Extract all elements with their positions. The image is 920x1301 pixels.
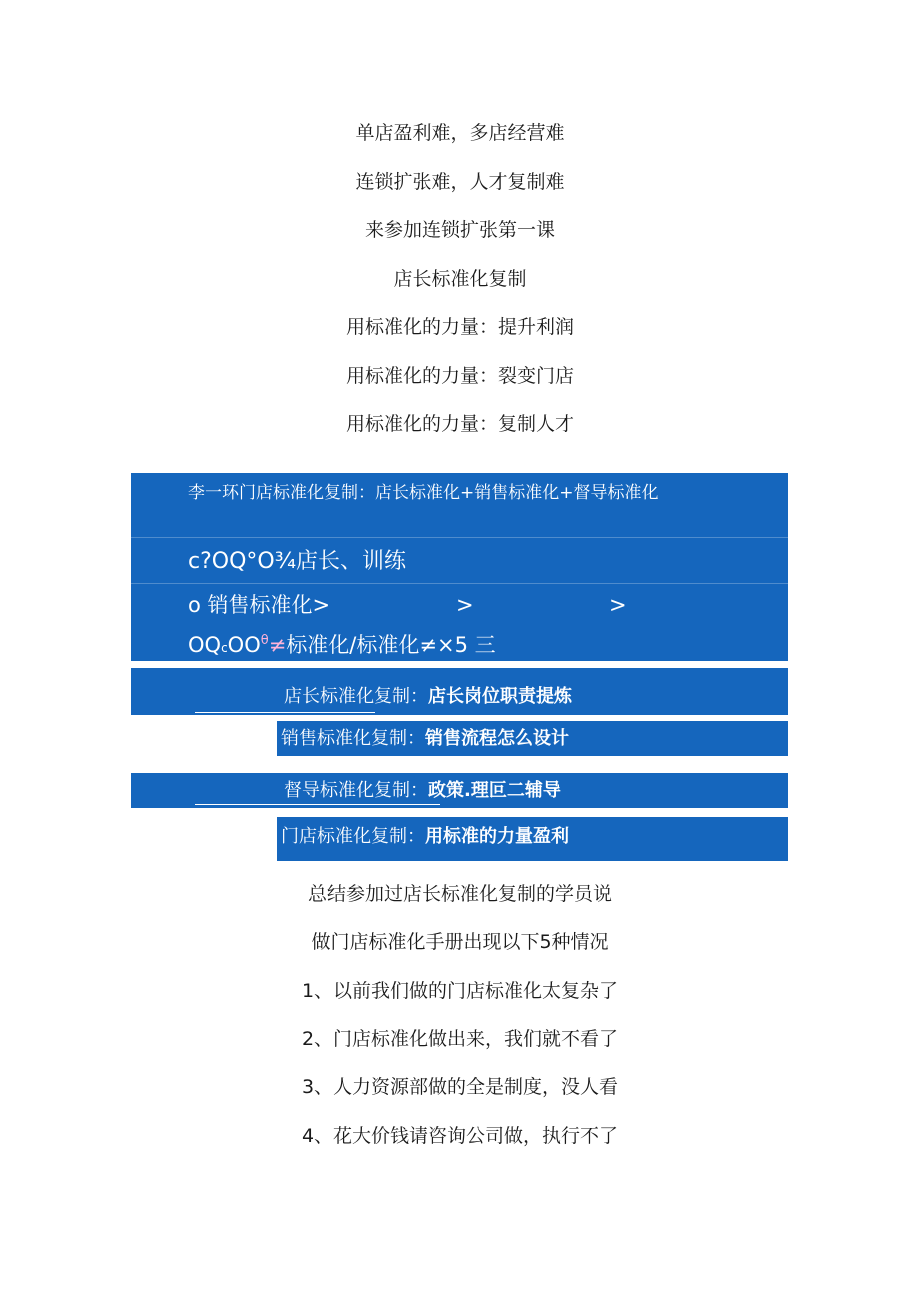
- summary-line-6: 4、花大价钱请咨询公司做，执行不了: [301, 1125, 619, 1147]
- summary-line-3: 1、以前我们做的门店标准化太复杂了: [301, 980, 619, 1002]
- row-label: 销售标准化复制：: [281, 728, 425, 749]
- banner-garbled-sup: θ: [260, 633, 269, 648]
- course-banner: [131, 473, 788, 661]
- banner-not-equal: ≠: [268, 633, 287, 657]
- row-text: [284, 684, 572, 710]
- row-label: 督导标准化复制：: [284, 780, 428, 801]
- banner-garbled-b: OO: [227, 633, 261, 657]
- row-supervision: [131, 773, 788, 808]
- row-text: [281, 824, 569, 850]
- row-label: 店长标准化复制：: [284, 686, 428, 707]
- banner-title: 李一环门店标准化复制：店长标准化+销售标准化+督导标准化: [188, 483, 659, 503]
- row-text: [281, 726, 569, 752]
- row-sales: [277, 721, 788, 756]
- row-value: 用标准的力量盈利: [425, 826, 569, 847]
- intro-line-7: 用标准化的力量：复制人才: [345, 413, 574, 435]
- banner-line-2-text: 店长、训练: [296, 549, 407, 574]
- row-underline: [195, 712, 375, 713]
- banner-garbled-sub: c: [221, 641, 228, 655]
- intro-line-2: 连锁扩张难，人才复制难: [355, 171, 565, 193]
- row-value: 政策.理叵二辅导: [428, 780, 561, 801]
- banner-line-3: o 销售标准化>: [188, 593, 331, 617]
- banner-arrow: >: [456, 593, 474, 617]
- summary-line-2: 做门店标准化手册出现以下5种情况: [311, 931, 609, 953]
- row-store: [277, 817, 788, 861]
- intro-line-1: 单店盈利难，多店经营难: [355, 122, 565, 144]
- row-label: 门店标准化复制：: [281, 826, 425, 847]
- banner-garbled-text: c?OQ°O¾: [188, 549, 297, 574]
- intro-line-6: 用标准化的力量：裂变门店: [345, 365, 574, 387]
- row-value: 店长岗位职责提炼: [428, 686, 572, 707]
- row-text: [284, 778, 561, 804]
- banner-line-4: [188, 627, 496, 662]
- banner-line-2: [188, 547, 406, 577]
- banner-line-4-text: 标准化/标准化≠×5 三: [286, 633, 496, 657]
- intro-line-3: 来参加连锁扩张第一课: [364, 219, 555, 241]
- summary-line-1: 总结参加过店长标准化复制的学员说: [307, 883, 612, 905]
- banner-arrow: >: [609, 593, 627, 617]
- summary-line-5: 3、人力资源部做的全是制度，没人看: [301, 1076, 619, 1098]
- row-value: 销售流程怎么设计: [425, 728, 569, 749]
- banner-garbled-a: OQ: [188, 633, 222, 657]
- intro-line-5: 用标准化的力量：提升利润: [345, 316, 574, 338]
- banner-divider: [131, 583, 788, 584]
- summary-line-4: 2、门店标准化做出来，我们就不看了: [301, 1028, 619, 1050]
- intro-line-4: 店长标准化复制: [393, 268, 527, 290]
- row-store-manager: [131, 668, 788, 715]
- banner-divider: [131, 537, 788, 538]
- row-underline: [195, 804, 440, 805]
